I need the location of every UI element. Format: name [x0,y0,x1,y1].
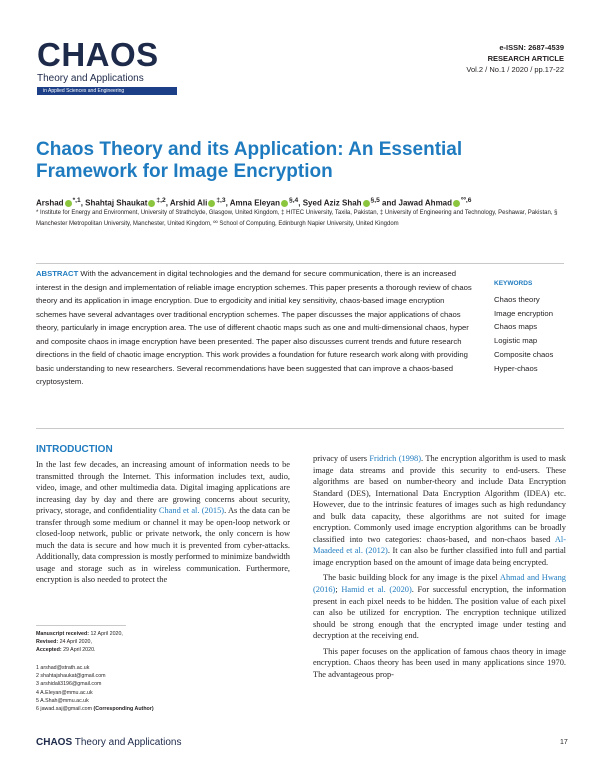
abstract-top-rule [36,263,564,264]
author: Amna Eleyan [229,198,280,208]
author-mark: *,1 [72,197,81,204]
orcid-icon[interactable] [363,200,370,207]
footer-journal-logo: CHAOS Theory and Applications [36,737,182,748]
keywords-title: KEYWORDS [494,280,533,287]
manuscript-dates: Manuscript received: 12 April 2020, Revised: 24 April 2020, Accepted: 29 April 2020. [36,631,123,653]
email-item[interactable]: 1 arshad@strath.ac.uk [36,665,90,671]
authors-joiner: and [382,198,397,208]
abstract [36,267,472,389]
orcid-icon[interactable] [65,200,72,207]
article-type: RESEARCH ARTICLE [487,54,564,63]
author: Jawad Ahmad [398,198,453,208]
citation-link[interactable]: Al-Maadeed et al. (2012) [313,534,566,556]
keyword: Hyper-chaos [494,363,538,373]
journal-tagline: in Applied Sciences and Engineering [43,88,125,94]
author-mark: ‡,2 [156,197,166,204]
author-mark: §,4 [289,197,299,204]
author: Arshad [36,198,64,208]
keyword: Image encryption [494,308,553,318]
footnote-rule [36,625,126,626]
paragraph: This paper focuses on the application of famous chaos theory in image encryption. Chaos theory has been used in many applications since 1970. The advantageous prop- [313,646,566,679]
author: Arshid Ali [169,198,208,208]
author: Syed Aziz Shah [302,198,362,208]
section-heading-introduction: INTRODUCTION [36,444,113,455]
abstract-label: ABSTRACT [36,269,79,278]
author-mark: §,5 [370,197,380,204]
affiliations: * Institute for Energy and Environment, University of Strathclyde, Glasgow, United Kingdom, ‡ HITEC University, Taxila, Pakistan, ‡ University of Engineering and Technology, Peshawar, Pakistan, § Manchester Metropolitan University, Manchester, United Kingdom, ºº School of Computing, Edinburgh Napier University, United Kingdom [36,210,558,227]
email-item[interactable]: 4 A.Eleyan@mmu.ac.uk [36,689,93,696]
email-item[interactable]: 2 shahtajshaukat@gmail.com [36,673,106,680]
keyword: Chaos maps [494,322,538,332]
citation-link[interactable]: Chand et al. (2015) [158,506,225,516]
orcid-icon[interactable] [148,200,155,207]
citation-link[interactable]: Fridrich (1998) [369,454,422,463]
abstract-text: With the advancement in digital technologies and the demand for secure communication, there is an increased interest in the design and implementation of reliable image encryption schemes. This paper presents a thorough review of chaos theory and its application in image encryption. Due to ergodicity and initial key sensitivity, chaos-based image encryption schemes have several advantages over traditional encryption schemes. The paper discusses the major applications of chaos theory, particularly in image encryption area. The use of different chaotic maps such as one and multi-dimensional chaos, hyper and composite chaos in image encryption have been presented. The paper also discusses current trends and future research directions in the field of chaotic image encryption. This work provides a foundation for future research work along with providing basic understanding to new researchers. Several recommendations have been suggested that can improve a chaos-based cryptosystem. [36,269,472,386]
intro-column-1: In the last few decades, an increasing amount of information needs to be transmitted through the Internet. This information includes text, audio, video, image, and other multimedia data. Digital imaging applications are increasing day by day and there are growing concerns about security, privacy, storage, and confidentiality Chand et al. (2015). As the data can be transfer through some medium or channel it may be open-loop network or closed-loop network, public or private network, the only concern is how much the data is secure and how much it is prevented from cyber-attacks. Additionally, data compression is mostly performed to minimize bandwidth usage and storage such as in wireless communication. Furthermore, encryption is also needed to protect the [36,460,290,585]
journal-logo-subtitle: Theory and Applications [37,73,144,84]
journal-logo-bar [37,87,177,95]
author-list: Arshad $^{*,1}$, Shahtaj Shaukat $^{\ddagger,2}$, Arshid Ali $^{\ddagger,3}$, Amna Eleyan $^{\S,4}$, Syed Aziz Shah $^{\S,5}$ and Jawad Ahmad $^{ºº,6}$ [36,197,472,208]
eissn: e-ISSN: 2687-4539 [499,43,564,52]
citation-link[interactable]: Hamid et al. (2020) [341,585,412,595]
intro-column-2 [313,453,566,680]
orcid-icon[interactable] [281,200,288,207]
orcid-icon[interactable] [453,200,460,207]
page-number: 17 [560,739,568,746]
author-mark: ºº,6 [461,197,472,204]
author-mark: ‡,3 [216,197,226,204]
author-emails [36,664,154,713]
email-item[interactable]: 3 arshidali3196@gmail.com [36,681,102,688]
paragraph: The basic building block for any image is the pixel Ahmad and Hwang (2016); Hamid et al. (2020). For successful encryption, the information present in each pixel needs to be hidden. The position value of each pixel can also be utilized for encryption. The encryption technique utilized should be strong enough that the encrypted image under testing and decryption at the receiving end. [313,573,567,641]
abstract-bottom-rule [36,428,564,429]
email-item[interactable]: 6 jawad.saj@gmail.com (Corresponding Author) [36,706,154,713]
keyword: Logistic map [494,336,538,346]
citation: Vol.2 / No.1 / 2020 / pp.17-22 [466,65,564,74]
keywords-list [494,293,553,375]
corresponding-author: (Corresponding Author) [93,706,154,713]
email-item[interactable]: 5 A.Shah@mmu.ac.uk [36,697,89,704]
paragraph: privacy of users Fridrich (1998). The encryption algorithm is used to mask image data streams and provide this security to end-users. These algorithms are based on number-theory and include Data Encryption Standard (DES), International Data Encryption Algorithm (IDEA) etc. However, due to the intrinsic features of images such as high redundancy and bulk data capacity, these algorithms are not suited for image encryption. Commonly used image encryption algorithms can be broadly classified into two categories: chaos-based, and non-chaos based Al-Maadeed et al. (2012). It can also be further classified into full and partial image encryption based on the amount of image data being encrypted. [313,454,566,567]
article-title: Chaos Theory and its Application: An Essential Framework for Image Encryption [36,139,463,182]
orcid-icon[interactable] [208,200,215,207]
keyword: Composite chaos [494,349,554,359]
journal-logo: CHAOS [37,36,159,73]
author: Shahtaj Shaukat [85,198,148,208]
citation-link[interactable]: Ahmad and Hwang (2016) [313,573,566,595]
keyword: Chaos theory [494,295,540,304]
